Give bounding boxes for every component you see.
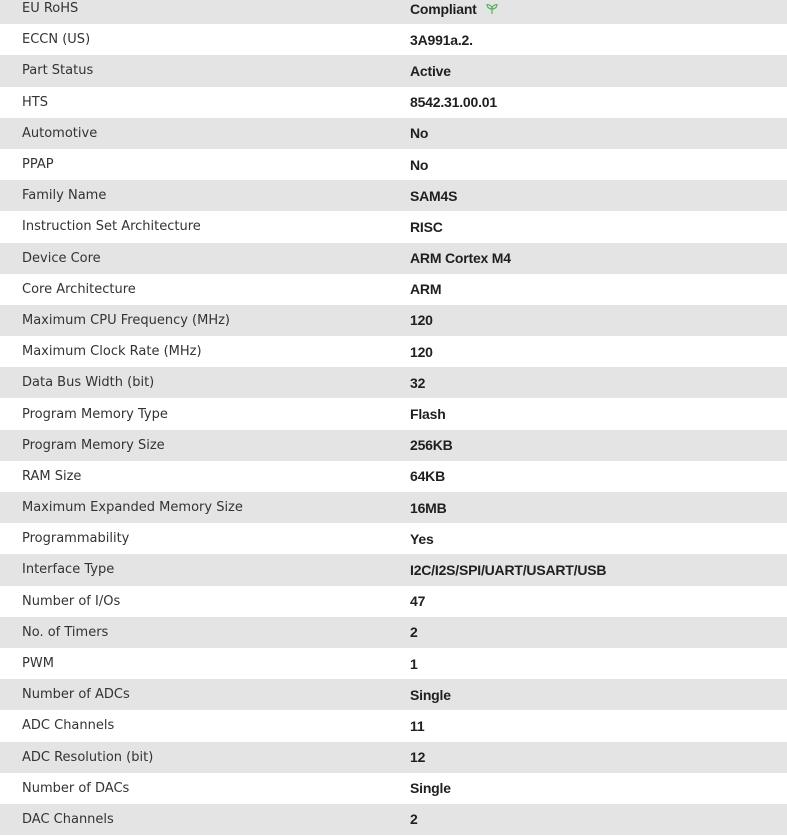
table-row — [0, 118, 787, 149]
spec-value: No — [410, 125, 429, 142]
spec-value: SAM4S — [410, 187, 458, 204]
spec-label: Part Status — [22, 63, 94, 79]
spec-label: Number of DACs — [22, 780, 130, 796]
spec-label: ADC Channels — [22, 718, 115, 734]
spec-value: 8542.31.00.01 — [410, 94, 497, 111]
spec-value-cell — [410, 562, 787, 578]
spec-value: Compliant — [410, 0, 477, 17]
spec-value: 120 — [410, 343, 433, 360]
spec-value-cell — [410, 437, 787, 453]
table-row — [0, 180, 787, 211]
table-row — [0, 804, 787, 835]
table-row — [0, 742, 787, 773]
spec-label: Number of I/Os — [22, 593, 121, 609]
spec-label: Interface Type — [22, 562, 115, 578]
spec-value-cell — [410, 406, 787, 422]
spec-value-cell — [410, 811, 787, 827]
spec-value-cell — [410, 531, 787, 547]
spec-label: ECCN (US) — [22, 32, 91, 48]
spec-value-cell — [410, 312, 787, 328]
spec-label: Family Name — [22, 188, 107, 204]
spec-value-cell — [410, 718, 787, 734]
table-row — [0, 648, 787, 679]
spec-value-cell — [410, 94, 787, 110]
spec-label: Data Bus Width (bit) — [22, 375, 155, 391]
spec-value: 2 — [410, 811, 418, 828]
spec-label: HTS — [22, 94, 48, 110]
spec-value-cell — [410, 281, 787, 297]
table-row — [0, 398, 787, 429]
spec-value-cell — [410, 157, 787, 173]
spec-value: 256KB — [410, 437, 453, 454]
table-row — [0, 617, 787, 648]
table-row — [0, 679, 787, 710]
leaf-icon — [485, 3, 499, 15]
table-row — [0, 55, 787, 86]
spec-value: Single — [410, 780, 451, 797]
table-row — [0, 24, 787, 55]
spec-label: Maximum Clock Rate (MHz) — [22, 344, 202, 360]
spec-label: Device Core — [22, 250, 101, 266]
spec-value: RISC — [410, 218, 443, 235]
spec-label: PWM — [22, 656, 54, 672]
spec-value-cell — [410, 468, 787, 484]
spec-value: 2 — [410, 624, 418, 641]
spec-value-cell — [410, 687, 787, 703]
spec-value: 32 — [410, 374, 426, 391]
spec-value-cell — [410, 250, 787, 266]
spec-label: Maximum CPU Frequency (MHz) — [22, 312, 230, 328]
spec-value: I2C/I2S/SPI/UART/USART/USB — [410, 561, 607, 578]
spec-value-cell — [410, 63, 787, 79]
spec-value-cell — [410, 500, 787, 516]
spec-value-cell — [410, 125, 787, 141]
spec-label: DAC Channels — [22, 811, 114, 827]
spec-value: No — [410, 156, 429, 173]
spec-value-cell — [410, 375, 787, 391]
spec-value: Yes — [410, 530, 434, 547]
spec-value-cell — [410, 780, 787, 796]
table-row — [0, 305, 787, 336]
spec-value: 1 — [410, 655, 418, 672]
spec-value-cell — [410, 188, 787, 204]
table-row — [0, 492, 787, 523]
spec-value-cell — [410, 593, 787, 609]
spec-value: 11 — [410, 717, 425, 734]
spec-label: Program Memory Size — [22, 437, 165, 453]
spec-value: ARM Cortex M4 — [410, 250, 511, 267]
spec-label: Instruction Set Architecture — [22, 219, 201, 235]
spec-value-cell — [410, 344, 787, 360]
spec-value: 120 — [410, 312, 433, 329]
table-row — [0, 710, 787, 741]
spec-value: 47 — [410, 593, 426, 610]
spec-label: RAM Size — [22, 468, 82, 484]
spec-label: PPAP — [22, 157, 54, 173]
spec-value: 64KB — [410, 468, 445, 485]
table-row — [0, 87, 787, 118]
table-row — [0, 430, 787, 461]
spec-label: Number of ADCs — [22, 687, 130, 703]
spec-value: Active — [410, 62, 451, 79]
table-row — [0, 586, 787, 617]
spec-label: ADC Resolution (bit) — [22, 749, 154, 765]
spec-value-cell — [410, 1, 787, 17]
spec-value: 3A991a.2. — [410, 31, 473, 48]
spec-value: Flash — [410, 406, 446, 423]
spec-label: Program Memory Type — [22, 406, 168, 422]
table-row — [0, 773, 787, 804]
spec-label: Programmability — [22, 531, 130, 547]
spec-value-cell — [410, 219, 787, 235]
spec-label: Maximum Expanded Memory Size — [22, 500, 243, 516]
spec-label: EU RoHS — [22, 1, 79, 17]
table-row — [0, 367, 787, 398]
table-row — [0, 523, 787, 554]
spec-value-cell — [410, 624, 787, 640]
spec-label: Automotive — [22, 125, 98, 141]
spec-value: Single — [410, 686, 451, 703]
spec-value: ARM — [410, 281, 442, 298]
spec-label: No. of Timers — [22, 624, 109, 640]
spec-label: Core Architecture — [22, 281, 136, 297]
table-row — [0, 0, 787, 24]
spec-value-cell — [410, 656, 787, 672]
spec-value: 12 — [410, 749, 426, 766]
spec-value-cell — [410, 749, 787, 765]
table-row — [0, 211, 787, 242]
table-row — [0, 461, 787, 492]
table-row — [0, 274, 787, 305]
spec-value-cell — [410, 32, 787, 48]
table-row — [0, 149, 787, 180]
table-row — [0, 336, 787, 367]
spec-value: 16MB — [410, 499, 447, 516]
table-row — [0, 243, 787, 274]
table-row — [0, 554, 787, 585]
